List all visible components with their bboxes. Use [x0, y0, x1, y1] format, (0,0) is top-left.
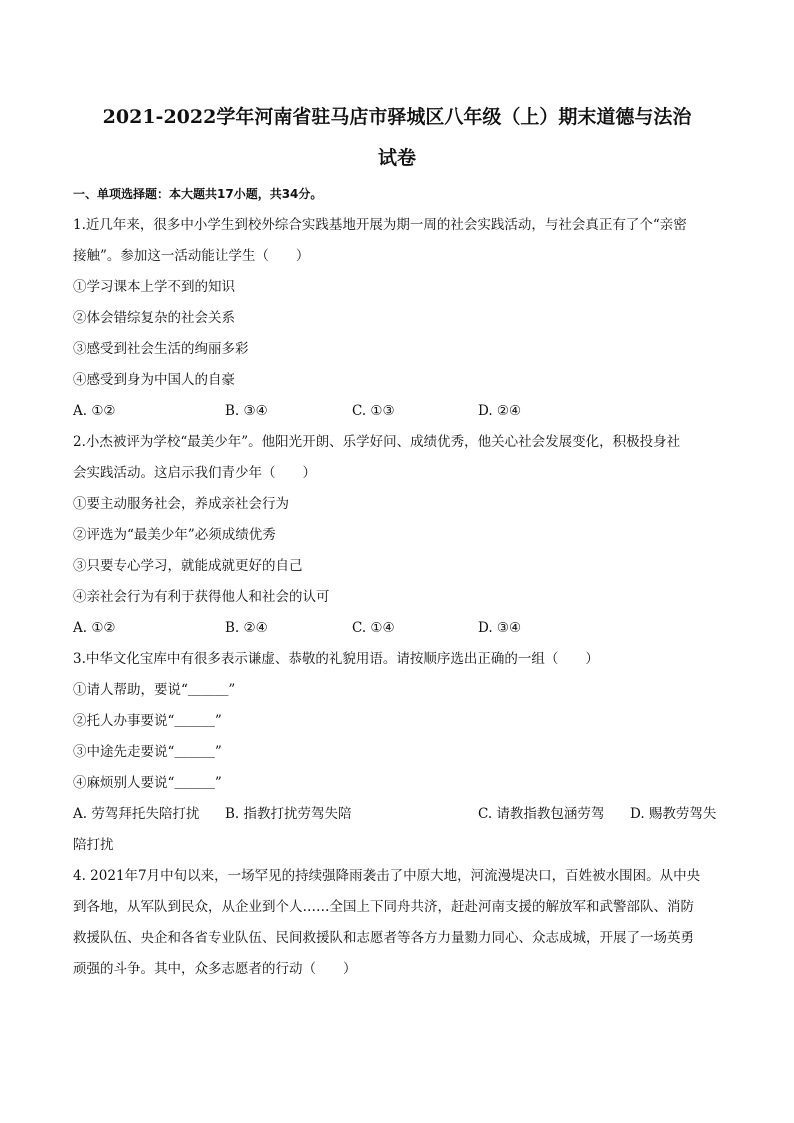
question-3-options — [73, 799, 723, 830]
option-b: B. ②④ — [225, 620, 268, 636]
option-b: B. 指教打扰劳驾失陪 — [225, 806, 352, 822]
question-3-item: ④麻烦别人要说“＿＿＿” — [73, 775, 222, 791]
question-3-item: ①请人帮助，要说“＿＿＿” — [73, 682, 236, 698]
question-4-stem: 到各地，从军队到民众，从企业到个人……全国上下同舟共济，赶赴河南支援的解放军和武警部队、消防 — [73, 899, 694, 915]
option-a: A. ①② — [73, 620, 116, 636]
question-4-stem: 救援队伍、央企和各省专业队伍、民间救援队和志愿者等各方力量勠力同心、众志成城，开展了一场英勇 — [73, 930, 694, 946]
question-list — [73, 210, 723, 985]
question-4-stem: 顽强的斗争。其中，众多志愿者的行动（ ） — [73, 961, 357, 977]
question-2-item: ②评选为“最美少年”必须成绩优秀 — [73, 527, 276, 543]
question-2-stem: 会实践活动。这启示我们青少年（ ） — [73, 465, 316, 481]
question-3-item: ③中途先走要说“＿＿＿” — [73, 744, 222, 760]
question-1-item: ④感受到身为中国人的自豪 — [73, 372, 235, 388]
question-1-item: ①学习课本上学不到的知识 — [73, 279, 235, 295]
exam-title-line-2: 试卷 — [377, 147, 416, 169]
question-1-stem: 接触”。参加这一活动能让学生（ ） — [73, 248, 310, 264]
option-d: D. ③④ — [478, 620, 522, 636]
question-3-item: ②托人办事要说“＿＿＿” — [73, 713, 222, 729]
question-2-item: ④亲社会行为有利于获得他人和社会的认可 — [73, 589, 330, 605]
option-b: B. ③④ — [225, 403, 268, 419]
question-3-option-continuation: 陪打扰 — [73, 837, 114, 853]
option-a: A. ①② — [73, 403, 116, 419]
question-1-stem: 1.近几年来，很多中小学生到校外综合实践基地开展为期一周的社会实践活动，与社会真正有了个“亲密 — [73, 217, 687, 233]
option-c: C. ①④ — [352, 620, 395, 636]
question-1-item: ③感受到社会生活的绚丽多彩 — [73, 341, 249, 357]
question-2-item: ③只要专心学习，就能成就更好的自己 — [73, 558, 303, 574]
option-d: D. 赐教劳驾失 — [630, 806, 717, 822]
question-4-stem: 4. 2021年7月中旬以来，一场罕见的持续强降雨袭击了中原大地，河流漫堤决口，百姓被水围困。从中央 — [73, 868, 701, 884]
option-c: C. ①③ — [352, 403, 395, 419]
exam-title-line-1: 2021-2022学年河南省驻马店市驿城区八年级（上）期末道德与法治 — [102, 106, 692, 128]
option-d: D. ②④ — [478, 403, 522, 419]
option-a: A. 劳驾拜托失陪打扰 — [73, 806, 200, 822]
question-1-options — [73, 396, 723, 427]
question-2-item: ①要主动服务社会，养成亲社会行为 — [73, 496, 289, 512]
question-2-options — [73, 613, 723, 644]
question-1-item: ②体会错综复杂的社会关系 — [73, 310, 235, 326]
option-c: C. 请教指教包涵劳驾 — [478, 806, 605, 822]
section-heading: 一、单项选择题：本大题共17小题，共34分。 — [73, 187, 323, 201]
question-3-stem: 3.中华文化宝库中有很多表示谦虚、恭敬的礼貌用语。请按顺序选出正确的一组（ ） — [73, 651, 599, 667]
question-2-stem: 2.小杰被评为学校“最美少年”。他阳光开朗、乐学好问、成绩优秀，他关心社会发展变化，积极投身社 — [73, 434, 681, 450]
